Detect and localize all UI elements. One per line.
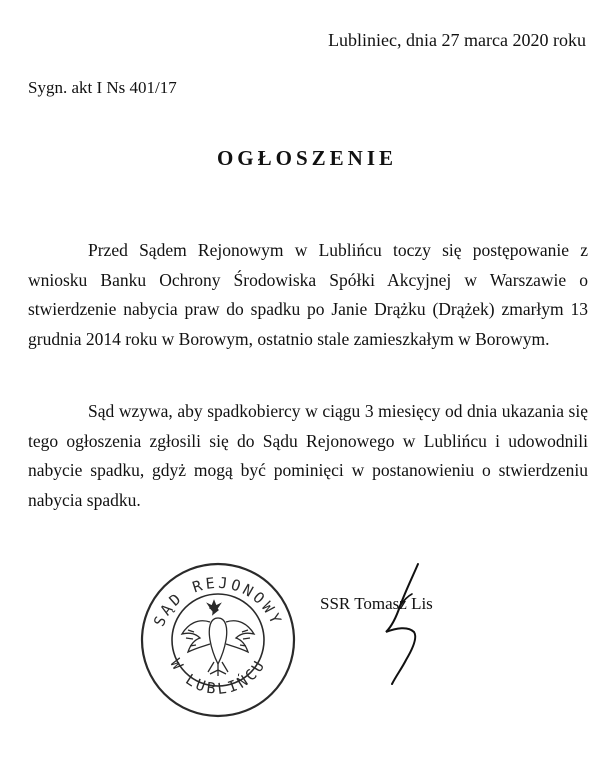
case-reference: Sygn. akt I Ns 401/17 xyxy=(28,78,177,97)
court-seal-stamp xyxy=(138,560,298,720)
document-title: OGŁOSZENIE xyxy=(216,146,398,170)
svg-text:SĄD REJONOWY: SĄD REJONOWY xyxy=(149,573,287,630)
eagle-emblem-icon xyxy=(182,601,254,676)
place-date: Lubliniec, dnia 27 marca 2020 roku xyxy=(328,30,586,50)
paragraph-summons: Sąd wzywa, aby spadkobiercy w ciągu 3 miesięcy od dnia ukazania się tego ogłoszenia zgłosili się do Sądu Rejonowego w Lublińcu i udowodnili nabycie spadku, gdyż mogą być pominięci w postanowieniu o stwierdzeniu nabycia spadku. xyxy=(28,401,588,510)
paragraph-proceedings: Przed Sądem Rejonowym w Lublińcu toczy się postępowanie z wniosku Banku Ochrony Środowiska Spółki Akcyjnej w Warszawie o stwierdzenie nabycia praw do spadku po Janie Drążku (Drążek) zmarłym 13 grudnia 2014 roku w Borowym, ostatnio stale zamieszkałym w Borowym. xyxy=(28,240,588,349)
svg-text:W LUBLIŃCU: W LUBLIŃCU xyxy=(166,655,270,699)
signer-name: SSR Tomasz Lis xyxy=(320,594,433,613)
handwritten-signature xyxy=(356,560,436,690)
